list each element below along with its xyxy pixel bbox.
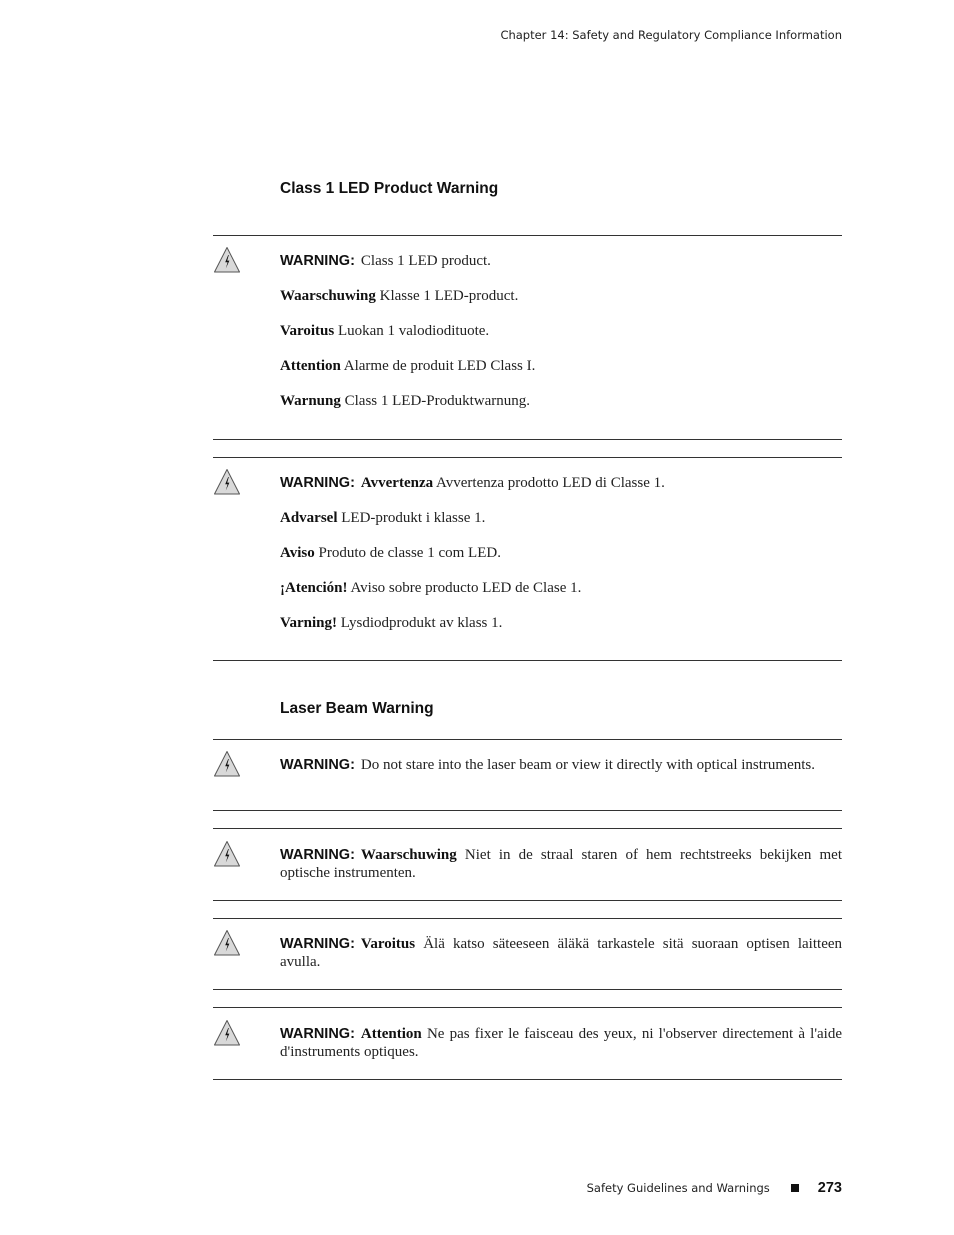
language-label: Advarsel (280, 510, 338, 526)
language-label: Warnung (280, 393, 341, 409)
language-label: Attention (280, 358, 341, 374)
warning-line (280, 287, 842, 305)
language-label: Waarschuwing (360, 847, 457, 863)
language-label: ¡Atención! (280, 580, 348, 596)
warning-text: Class 1 LED product. (360, 253, 491, 269)
warning-keyword: WARNING: (280, 1026, 355, 1042)
language-label: Varoitus (360, 936, 416, 952)
running-header: Chapter 14: Safety and Regulatory Compliance Information (500, 28, 842, 42)
warning-line (280, 544, 842, 562)
language-label: Aviso (280, 545, 315, 561)
footer-separator-square (791, 1184, 799, 1192)
warning-block-laser-3 (213, 918, 842, 990)
warning-keyword: WARNING: (280, 936, 355, 952)
warning-line (280, 509, 842, 527)
footer-title: Safety Guidelines and Warnings (586, 1181, 770, 1195)
warning-line (280, 322, 842, 340)
warning-triangle-icon (213, 929, 241, 957)
language-label: Varning! (280, 615, 337, 631)
warning-triangle-icon (213, 246, 241, 274)
warning-text: Klasse 1 LED-product. (379, 288, 519, 304)
language-label: Varoitus (280, 323, 335, 339)
warning-line (280, 1025, 842, 1061)
warning-block-led-1 (213, 235, 842, 440)
page-footer (587, 1180, 842, 1196)
section-title-led: Class 1 LED Product Warning (280, 180, 499, 197)
warning-text: Luokan 1 valodiodituote. (337, 323, 490, 339)
warning-line (280, 579, 842, 597)
warning-triangle-icon (213, 750, 241, 778)
warning-text: Lysdiodprodukt av klass 1. (340, 615, 503, 631)
warning-triangle-icon (213, 840, 241, 868)
warning-text: Alarme de produit LED Class I. (343, 358, 536, 374)
warning-keyword: WARNING: (280, 253, 355, 269)
warning-text: Älä katso säteeseen äläkä tarkastele sitä suoraan optisen laitteen avulla. (280, 936, 843, 970)
warning-block-laser-1 (213, 739, 842, 811)
warning-text: Produto de classe 1 com LED. (318, 545, 501, 561)
warning-line (280, 614, 842, 632)
warning-text: Ne pas fixer le faisceau des yeux, ni l'observer directement à l'aide d'instruments optiques. (280, 1026, 843, 1060)
warning-text: LED-produkt i klasse 1. (341, 510, 486, 526)
warning-keyword: WARNING: (280, 757, 355, 773)
warning-keyword: WARNING: (280, 847, 355, 863)
language-label: Avvertenza (360, 475, 434, 491)
warning-line (280, 846, 842, 882)
warning-text: Aviso sobre producto LED de Clase 1. (350, 580, 582, 596)
warning-line (280, 392, 842, 410)
warning-text: Avvertenza prodotto LED di Classe 1. (436, 475, 665, 491)
warning-line (280, 935, 842, 971)
section-title-laser: Laser Beam Warning (280, 700, 434, 717)
warning-block-laser-2 (213, 828, 842, 901)
warning-triangle-icon (213, 468, 241, 496)
warning-text: Do not stare into the laser beam or view it directly with optical instruments. (360, 757, 815, 773)
language-label: Attention (360, 1026, 422, 1042)
language-label: Waarschuwing (280, 288, 376, 304)
warning-block-led-2 (213, 457, 842, 661)
warning-block-laser-4 (213, 1007, 842, 1080)
warning-text: Niet in de straal staren of hem rechtstreeks bekijken met optische instrumenten. (280, 847, 843, 881)
warning-line (280, 756, 842, 774)
warning-keyword: WARNING: (280, 475, 355, 491)
page-number: 273 (817, 1180, 842, 1196)
warning-line (280, 357, 842, 375)
warning-line (280, 252, 842, 270)
warning-line (280, 474, 842, 492)
warning-triangle-icon (213, 1019, 241, 1047)
warning-text: Class 1 LED-Produktwarnung. (344, 393, 531, 409)
